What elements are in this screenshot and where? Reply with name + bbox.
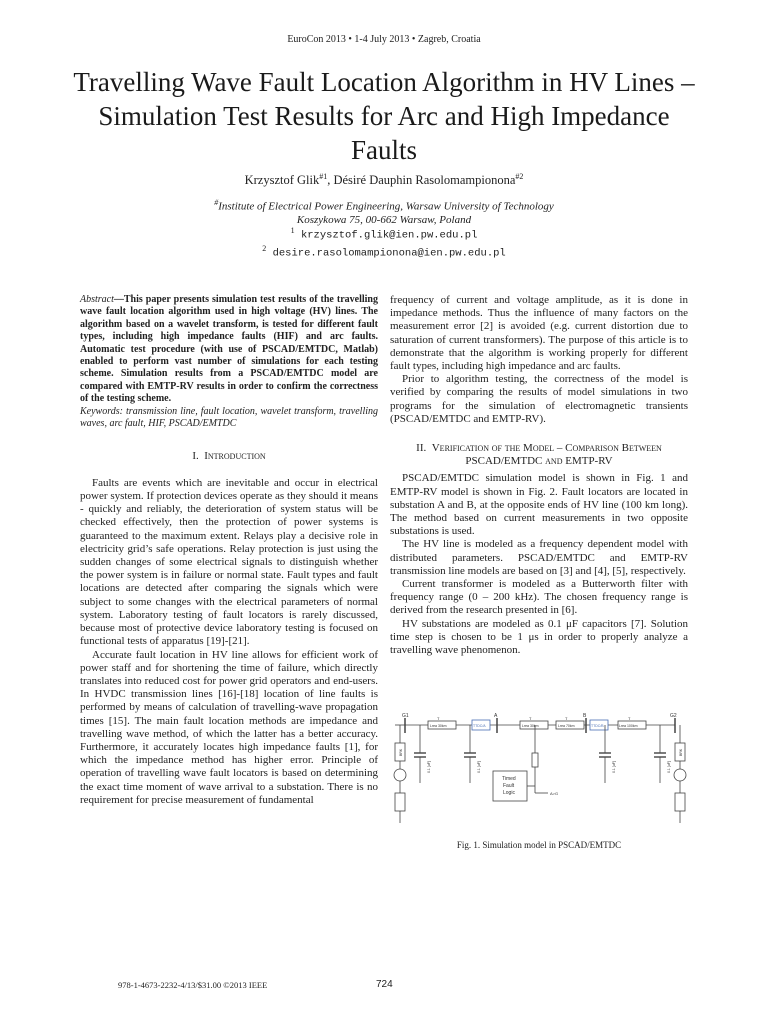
simulation-model-figure xyxy=(390,713,688,833)
line-2-t: T xyxy=(529,716,532,721)
email-1-sup: 1 xyxy=(290,226,295,235)
author-1: Krzysztof Glik xyxy=(244,173,320,188)
fault-box-line-3: Logic xyxy=(503,790,515,796)
author-line xyxy=(0,172,768,188)
keywords: Keywords: transmission line, fault location, wavelet transform, travelling waves, arc fault, HIF, PSCAD/EMTDC xyxy=(80,405,378,429)
left-source-circle xyxy=(394,769,406,781)
right-column xyxy=(390,294,688,657)
fault-type-label: A>G xyxy=(550,791,559,796)
bus-g2-label: G2 xyxy=(670,713,677,719)
line-1-t: T xyxy=(437,716,440,721)
paper-title: Travelling Wave Fault Location Algorithm in HV Lines – Simulation Test Results for Arc and High Impedance Faults xyxy=(73,67,695,165)
line-1-label: Lrea 30km xyxy=(430,724,447,728)
cap-4-label: 0.1 [uF] xyxy=(667,761,671,773)
bus-g1-label: G1 xyxy=(402,713,409,719)
affiliation xyxy=(0,196,768,227)
section-2-title-1: Verification of the Model – Comparison Between xyxy=(431,442,662,455)
right-paragraph-2: Prior to algorithm testing, the correctness of the model is verified by comparing the results of model simulations in two programs for the simulation of electromagnetic transients (PSCAD/EMTDC and EMTP-RV). xyxy=(390,373,688,425)
email-1-text: krzysztof.glik@ien.pw.edu.pl xyxy=(300,229,478,242)
right-source-circle xyxy=(674,769,686,781)
cap-1-label: 0.1 [uF] xyxy=(427,761,431,773)
abstract xyxy=(80,294,378,406)
section-2-paragraph-1: PSCAD/EMTDC simulation model is shown in Fig. 1 and EMTP-RV model is shown in Fig. 2. Fault locators are located in substation A and B, at the opposite ends of HV line (100 km long). The method based on current measurements in two opposite substations is used. xyxy=(390,472,688,538)
fault-box-line-2: Fault xyxy=(503,783,515,789)
section-1-heading xyxy=(80,450,378,463)
email-2-text: desire.rasolomampionona@ien.pw.edu.pl xyxy=(272,247,506,260)
section-1-title: Introduction xyxy=(204,449,266,462)
affiliation-mark: # xyxy=(214,198,219,207)
cap-2-label: 0.1 [uF] xyxy=(477,761,481,773)
section-2-num: II. xyxy=(416,442,427,455)
section-1-paragraph-1: Faults are events which are inevitable and occur in electrical power system. If protection devices operate as they should it means - quickly and reliably, the deterioration of system status will be checked effectively, then the protection of power systems is guaranteed to the maximum extent. Relays play a decisive role in electricity grid’s safe operations. Relay protection is just using the sudden changes of some electrical signals to distinguish whether the power system is in failure or normal state. Fault types and fault locations are detected after comparing the signals which were subject to some changes with the electrical parameters of normal system. Laboratory testing of fault locators is rarely discussed, because most of protective device laboratory testing is focused on functional tests of apparatus [19]-[21]. xyxy=(80,476,378,648)
author-2: Désiré Dauphin Rasolomampionona xyxy=(333,173,516,188)
email-2 xyxy=(0,244,768,260)
email-1 xyxy=(0,226,768,242)
conference-header: EuroCon 2013 • 1-4 July 2013 • Zagreb, Croatia xyxy=(287,34,481,45)
affiliation-line-2: Koszykowa 75, 00-662 Warsaw, Poland xyxy=(296,213,472,226)
cap-3-label: 0.1 [uF] xyxy=(612,761,616,773)
section-2-paragraph-3: Current transformer is modeled as a Butterworth filter with frequency range (0 – 200 kHz). The chosen frequency range is derived from the research presented in [6]. xyxy=(390,578,688,617)
section-1-num: I. xyxy=(192,449,199,462)
footer-isbn: 978-1-4673-2232-4/13/$31.00 ©2013 IEEE xyxy=(118,980,268,990)
email-2-sup: 2 xyxy=(262,244,267,253)
abstract-text: —This paper presents simulation test results of the travelling wave fault location algorithm used in high voltage (HV) lines. The algorithm based on a wavelet transform, is tested for different fault types, including high impedance faults (HIF) and arc faults. Automatic test procedure (with use of PSCAD/EMTDC, Matlab) enabled to perform vast number of simulations for each testing scheme. Simulation results from a PSCAD/EMTDC model are compared with EMTP-RV results in order to confirm the correctness of the testing scheme. xyxy=(80,294,378,405)
abstract-label: Abstract xyxy=(80,294,114,305)
figure-caption: Fig. 1. Simulation model in PSCAD/EMTDC xyxy=(456,840,622,850)
section-2-paragraph-4: HV substations are modeled as 0.1 μF capacitors [7]. Solution time step is chosen to be 1 μs in order to properly analyze a travelling wave phenomenon. xyxy=(390,617,688,657)
right-continued-paragraph: frequency of current and voltage amplitude, as it is done in impedance methods. Thus the influence of many factors on the measurement error [2] is avoided (e.g. current distortion due to saturation of current transformers). The purpose of this article is to demonstrate that the algorithm is working properly for different fault types, including high impedance and arc faults. xyxy=(390,294,688,373)
left-impedance xyxy=(395,793,405,811)
page-number: 724 xyxy=(376,979,393,990)
line-2-label: Lrea 30km xyxy=(522,724,539,728)
bus-a-label: A xyxy=(494,713,498,719)
line-4-label: Lrea 100km xyxy=(619,724,638,728)
ct-b-label: TTDC/B xyxy=(591,724,604,728)
author-2-sup: #2 xyxy=(515,172,524,181)
affiliation-line-1: Institute of Electrical Power Engineering, Warsaw University of Technology xyxy=(218,200,554,213)
author-1-sup: #1 xyxy=(319,172,328,181)
author-separator: , xyxy=(327,173,334,188)
left-column xyxy=(80,294,378,807)
right-breaker-label: BRK xyxy=(679,748,683,756)
section-1-paragraph-2: Accurate fault location in HV line allows for efficient work of power staff and for shortening the time of failure, which directly translates into reduced cost for power grid operators and end-users. In HVDC transmission lines [16]-[18] location of line faults is performed by means of calculation of travelling-wave propagation times [15]. The main fault location methods are impedance and travelling wave method, of which the latter has a better accuracy. Furthermore, it accurately locates high impedance faults [1], for which the impedance method has higher error. Principle of operation of travelling wave fault locators is based on determining the exact time moment of wave arrival to a substation. There is no requirement for precise measurement of fundamental xyxy=(80,648,378,806)
fault-resistor xyxy=(532,753,538,767)
right-impedance xyxy=(675,793,685,811)
left-breaker-label: BRK xyxy=(399,748,403,756)
line-4-t: T xyxy=(628,716,631,721)
section-2-paragraph-2: The HV line is modeled as a frequency dependent model with distributed parameters. PSCAD/EMTDC and EMTP-RV transmission line models are based on [3] and [4], [5], respectively. xyxy=(390,538,688,577)
fault-box-line-1: Timed xyxy=(502,776,516,782)
line-3-label: Lrea 70km xyxy=(558,724,575,728)
line-3-t: T xyxy=(565,716,568,721)
bus-b-label: B xyxy=(583,713,587,719)
ct-a-label: TTDC/A xyxy=(473,724,486,728)
section-2-title-2: PSCAD/EMTDC and EMTP-RV xyxy=(465,455,613,468)
section-2-heading-line-1 xyxy=(390,442,688,455)
